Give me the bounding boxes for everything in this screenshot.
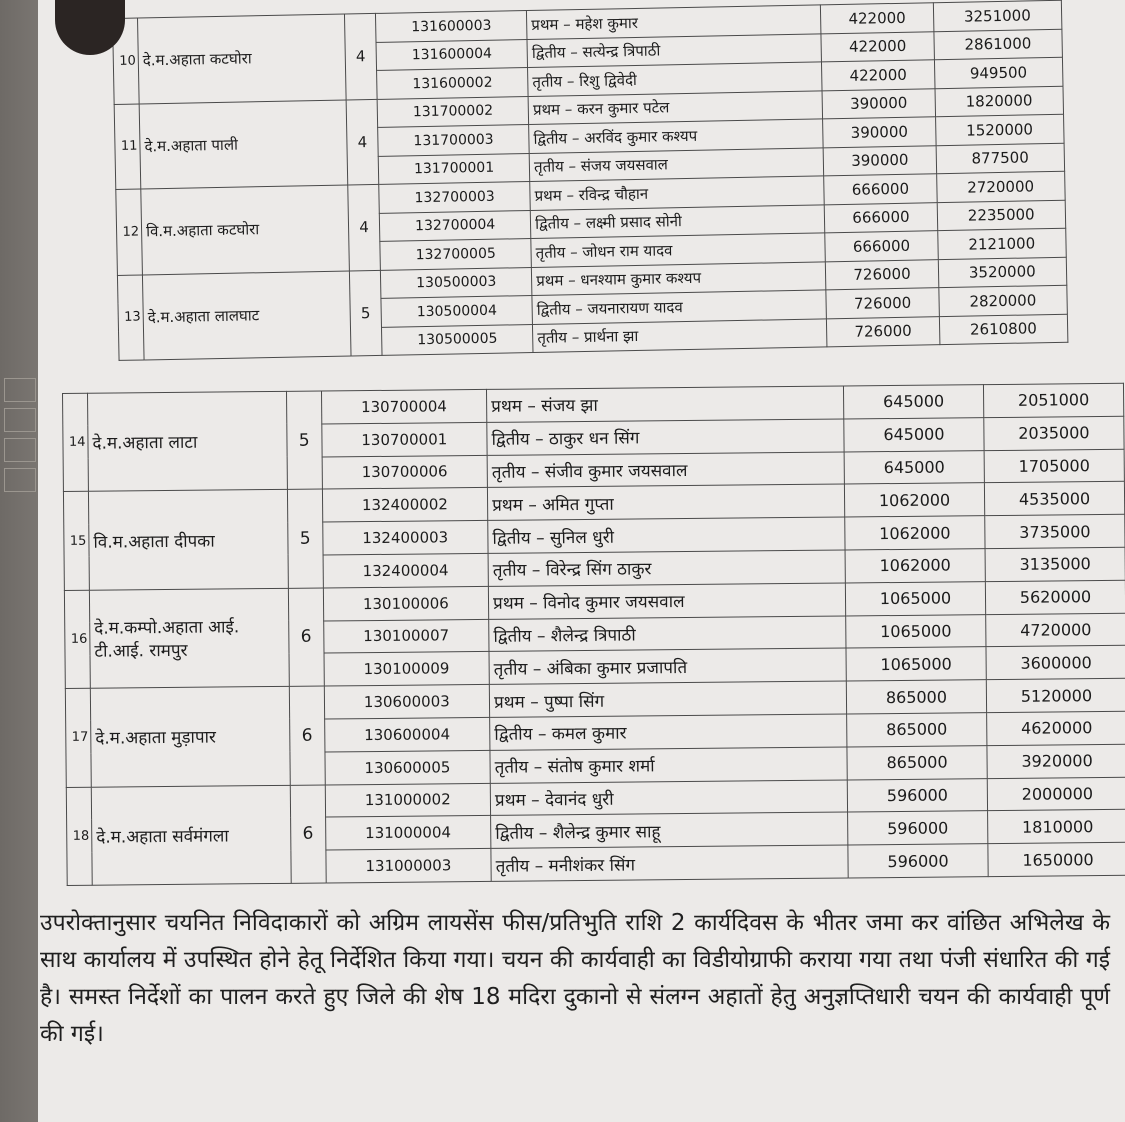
licence-fee-value: 865000 (847, 745, 987, 779)
bid-amount-value: 3735000 (985, 514, 1125, 548)
licence-fee-value: 666000 (825, 202, 938, 233)
bid-amount-value: 2121000 (937, 228, 1066, 259)
serial-number: 18 (66, 787, 92, 886)
results-table-upper (112, 0, 1068, 361)
rank-label: प्रथम (491, 396, 523, 418)
bid-amount-value: 3135000 (985, 547, 1125, 581)
bidder-code: 130100007 (323, 619, 489, 653)
bidder-label: महेश कुमार (575, 13, 639, 33)
bidder-name (533, 318, 828, 352)
applicant-count: 5 (286, 391, 322, 490)
licence-fee-value: 1062000 (845, 549, 985, 583)
bidder-code: 131600004 (376, 39, 528, 70)
licence-fee-value: 1065000 (846, 647, 986, 681)
background-shape (4, 438, 36, 462)
bid-amount-value: 1650000 (988, 842, 1125, 876)
licence-fee-value: 422000 (821, 31, 934, 62)
bidder-label: धनश्याम कुमार कश्यप (580, 268, 702, 290)
bidder-label: अमित गुप्ता (542, 494, 614, 516)
bidder-label: लक्ष्मी प्रसाद सोनी (585, 212, 683, 233)
applicant-count: 4 (347, 184, 380, 270)
bidder-name (489, 648, 846, 684)
bidder-code: 131700002 (377, 96, 529, 127)
bidder-label: पुष्पा सिंग (543, 691, 605, 712)
bidder-label: कमल कुमार (551, 723, 627, 745)
bidder-label: संजीव कुमार जयसवाल (544, 460, 688, 483)
bidder-name (488, 517, 845, 553)
bid-amount-value: 2820000 (938, 285, 1067, 316)
applicant-count: 5 (349, 270, 382, 356)
bidder-code: 130100006 (323, 586, 489, 620)
serial-number: 11 (114, 103, 141, 189)
applicant-count: 6 (290, 785, 326, 884)
bidder-name (491, 812, 848, 848)
rank-label: द्वितीय (534, 214, 569, 234)
bidder-label: प्रार्थना झा (583, 327, 639, 347)
rank-label: प्रथम (536, 271, 564, 291)
licence-fee-value: 596000 (848, 811, 988, 845)
serial-number: 16 (64, 590, 90, 689)
bidder-code: 132400003 (322, 521, 488, 555)
rank-separator: – (566, 128, 585, 148)
licence-fee-value: 1065000 (846, 614, 986, 648)
bidder-name (488, 484, 845, 520)
bid-amount-value: 5620000 (985, 580, 1125, 614)
bidder-code: 132700004 (379, 210, 531, 241)
rank-separator: – (530, 527, 551, 549)
shop-name: दे.म.कम्पो.अहाता आई. टी.आई. रामपुर (89, 588, 289, 688)
bid-amount-value: 3520000 (938, 257, 1067, 288)
licence-fee-value: 1062000 (845, 516, 985, 550)
rank-separator: – (558, 14, 576, 34)
bidder-code: 130500003 (381, 267, 533, 298)
bid-amount-value: 2035000 (984, 416, 1124, 450)
licence-fee-value: 865000 (847, 713, 987, 747)
licence-fee-value: 666000 (824, 174, 937, 205)
bid-amount-value: 2610800 (939, 314, 1068, 345)
rank-label: द्वितीय (493, 626, 532, 647)
bidder-name (491, 845, 848, 881)
rank-separator: – (561, 71, 580, 91)
bidder-label: विनोद कुमार जयसवाल (543, 592, 685, 614)
rank-label: तृतीय (535, 243, 566, 262)
bidder-label: रिशु द्विवेदी (578, 70, 638, 90)
bidder-name (490, 714, 847, 750)
bid-amount-value: 1520000 (935, 114, 1064, 145)
bidder-label: शैलेन्द्र त्रिपाठी (550, 625, 636, 647)
bidder-code: 131600003 (376, 11, 528, 42)
rank-label: प्रथम (534, 186, 562, 205)
bidder-label: संतोष कुमार शर्मा (547, 756, 655, 778)
bidder-label: देवानंद धुरी (544, 789, 614, 811)
shop-name: वि.म.अहाता कटघोरा (141, 185, 349, 274)
rank-label: द्वितीय (536, 300, 571, 319)
background-shape (4, 378, 36, 402)
bidder-code: 132400004 (323, 553, 489, 587)
applicant-count: 4 (346, 99, 379, 185)
bid-amount-value: 1705000 (984, 449, 1124, 483)
rank-separator: – (568, 214, 587, 233)
bid-amount-value: 3920000 (987, 744, 1125, 778)
serial-number: 17 (65, 688, 91, 787)
rank-separator: – (561, 185, 579, 205)
bid-amount-value: 949500 (934, 57, 1063, 88)
bidder-label: करन कुमार पटेल (576, 98, 670, 119)
rank-label: प्रथम (493, 593, 524, 615)
rank-separator: – (559, 100, 578, 119)
bid-amount-value: 2235000 (937, 200, 1066, 231)
bidder-label: विरेन्द्र सिंग ठाकुर (545, 559, 652, 581)
rank-separator: – (526, 560, 546, 581)
bid-amount-value: 877500 (936, 143, 1065, 174)
bidder-label: जोधन राम यादव (582, 241, 673, 261)
licence-fee-value: 596000 (847, 778, 987, 812)
rank-separator: – (521, 396, 542, 417)
rank-label: द्वितीय (494, 724, 533, 746)
bidder-name (490, 780, 847, 816)
licence-fee-value: 1062000 (844, 483, 984, 517)
bidder-name (490, 747, 847, 783)
rank-label: तृतीय (492, 560, 527, 582)
bidder-code: 130600003 (324, 685, 490, 719)
licence-fee-value: 422000 (822, 60, 935, 91)
licence-fee-value: 390000 (823, 117, 936, 148)
bid-amount-value: 2051000 (983, 383, 1123, 417)
footer-paragraph: उपरोक्तानुसार चयनित निविदाकारों को अग्रिम लायसेंस फीस/प्रतिभुति राशि 2 कार्यदिवस के भीतर जमा कर वांछित अभिलेख के साथ कार्यालय में उपस्थित होने हेतू निर्देशित किया गया। चयन की कार्यवाही का विडीयोग्राफी कराया गया तथा पंजी संधारित की गई है। समस्त निर्देशों का पालन करते हुए जिले की शेष 18 मदिरा दुकानो से संलग्न अहातों हेतु अनुज्ञप्तिधारी चयन की कार्यवाही पूर्ण की गई। (40, 910, 1110, 1047)
rank-separator: – (529, 429, 550, 450)
bidder-label: मनीशंकर सिंग (548, 855, 636, 876)
bidder-code: 131000002 (325, 783, 491, 817)
rank-separator: – (523, 593, 544, 614)
bid-amount-value: 1810000 (988, 810, 1125, 844)
applicant-count: 4 (344, 13, 377, 99)
licence-fee-value: 645000 (844, 417, 984, 451)
shop-name: दे.म.अहाता पाली (139, 100, 347, 189)
rank-label: तृतीय (537, 328, 568, 348)
rank-label: प्रथम (532, 100, 561, 120)
rank-separator: – (566, 328, 585, 347)
rank-separator: – (522, 495, 543, 516)
bidder-label: सुनिल धुरी (549, 527, 615, 548)
rank-label: द्वितीय (495, 823, 534, 844)
bidder-name (488, 550, 845, 586)
licence-fee-value: 726000 (827, 316, 940, 347)
shop-name: दे.म.अहाता लालघाट (142, 270, 350, 359)
licence-fee-value: 645000 (843, 385, 983, 419)
bidder-label: सत्येन्द्र त्रिपाठी (582, 41, 661, 62)
serial-number: 15 (63, 492, 89, 591)
bid-amount-value: 2000000 (987, 777, 1125, 811)
applicant-count: 6 (289, 686, 325, 785)
bidder-code: 131700003 (378, 125, 530, 156)
bidder-name (487, 452, 844, 488)
rank-separator: – (528, 757, 548, 778)
bidder-name (488, 583, 845, 619)
rank-label: प्रथम (493, 692, 525, 713)
bidder-code: 131700001 (378, 153, 530, 184)
bidder-name (487, 386, 844, 422)
bidder-code: 132700005 (380, 238, 532, 269)
bidder-code: 131600002 (377, 68, 529, 99)
bidder-label: रविन्द्र चौहान (578, 184, 649, 204)
rank-separator: – (570, 299, 588, 319)
rank-separator: – (563, 271, 581, 290)
applicant-count: 5 (287, 489, 323, 588)
licence-fee-value: 390000 (824, 145, 937, 176)
licence-fee-value: 422000 (821, 3, 934, 34)
background-shape (4, 468, 36, 492)
bid-amount-value: 3600000 (986, 646, 1125, 680)
bidder-code: 130600005 (325, 750, 491, 784)
bidder-label: अंबिका कुमार प्रजापति (546, 657, 688, 680)
bidder-code: 130100009 (324, 652, 490, 686)
licence-fee-value: 865000 (846, 680, 986, 714)
shop-name: दे.म.अहाता सर्वमंगला (91, 785, 291, 885)
bidder-label: ठाकुर धन सिंग (548, 428, 640, 450)
rank-separator: – (529, 855, 549, 877)
results-table-lower (62, 383, 1125, 886)
bid-amount-value: 5120000 (986, 678, 1125, 712)
serial-number: 10 (113, 18, 140, 104)
rank-separator: – (525, 790, 546, 811)
rank-label: तृतीय (491, 462, 526, 483)
bidder-label: जयनारायण यादव (587, 297, 683, 318)
rank-separator: – (524, 691, 545, 713)
bid-amount-value: 4535000 (984, 482, 1124, 516)
shop-name: दे.म.अहाता कटघोरा (138, 14, 346, 103)
rank-label: द्वितीय (533, 129, 568, 148)
rank-separator: – (531, 626, 551, 647)
bidder-code: 130700006 (322, 455, 488, 489)
rank-label: तृतीय (532, 72, 563, 91)
bid-amount-value: 2861000 (933, 29, 1062, 60)
licence-fee-value: 666000 (825, 231, 938, 262)
rank-label: द्वितीय (531, 43, 566, 63)
shop-name: दे.म.अहाता मुड़ापार (90, 687, 290, 787)
bidder-label: संजय जयसवाल (580, 155, 669, 176)
background-shape (4, 408, 36, 432)
rank-label: द्वितीय (492, 528, 531, 549)
rank-label: प्रथम (492, 495, 523, 516)
rank-label: प्रथम (494, 790, 526, 811)
rank-label: प्रथम (531, 15, 559, 34)
bid-amount-value: 3251000 (933, 0, 1062, 31)
rank-label: तृतीय (533, 157, 564, 177)
bidder-label: संजय झा (541, 396, 598, 417)
applicant-count: 6 (288, 588, 324, 687)
shop-name: वि.म.अहाता दीपका (88, 490, 288, 590)
rank-separator: – (565, 43, 583, 62)
rank-separator: – (565, 242, 583, 262)
shop-name: दे.म.अहाता लाटा (88, 391, 288, 491)
licence-fee-value: 645000 (844, 450, 984, 484)
bid-amount-value: 4720000 (986, 613, 1125, 647)
bidder-code: 130700004 (321, 389, 487, 423)
bidder-name (489, 616, 846, 652)
licence-fee-value: 390000 (822, 88, 935, 119)
bidder-name (489, 681, 846, 717)
bidder-label: अरविंद कुमार कश्यप (584, 126, 698, 147)
rank-label: तृतीय (495, 856, 530, 877)
serial-number: 12 (116, 189, 143, 275)
bidder-label: शैलेन्द्र कुमार साहू (552, 822, 661, 844)
rank-label: तृतीय (493, 659, 528, 680)
bid-amount-value: 4620000 (987, 711, 1125, 745)
bidder-code: 130700001 (321, 422, 487, 456)
rank-label: द्वितीय (491, 429, 530, 451)
rank-separator: – (527, 659, 547, 680)
bidder-code: 130500005 (382, 324, 534, 355)
rank-separator: – (525, 462, 545, 483)
serial-number: 13 (117, 274, 144, 360)
licence-fee-value: 596000 (848, 844, 988, 878)
rank-separator: – (533, 823, 553, 844)
bid-amount-value: 1820000 (935, 86, 1064, 117)
bid-amount-value: 2720000 (936, 171, 1065, 202)
bidder-code: 130600004 (324, 717, 490, 751)
bidder-code: 131000004 (325, 816, 491, 850)
bidder-code: 132700003 (379, 182, 531, 213)
licence-fee-value: 726000 (826, 259, 939, 290)
licence-fee-value: 726000 (826, 288, 939, 319)
bidder-code: 130500004 (381, 295, 533, 326)
rank-separator: – (563, 157, 581, 176)
bidder-code: 132400002 (322, 488, 488, 522)
rank-separator: – (532, 724, 552, 745)
licence-fee-value: 1065000 (845, 581, 985, 615)
serial-number: 14 (63, 393, 89, 492)
rank-label: तृतीय (494, 757, 529, 779)
bidder-name (487, 419, 844, 455)
bidder-code: 131000003 (325, 849, 491, 883)
